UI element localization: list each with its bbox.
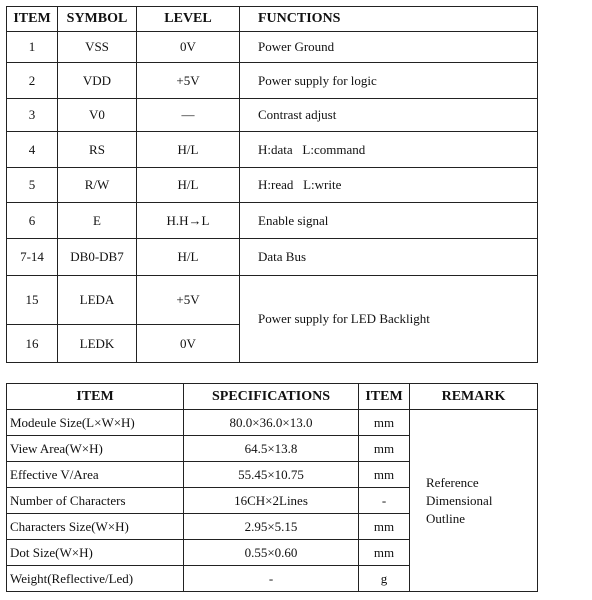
spec-item: Number of Characters bbox=[7, 488, 184, 514]
spec-header-row bbox=[7, 384, 538, 410]
pin-symbol: E bbox=[58, 203, 137, 239]
pin-function: Enable signal bbox=[240, 203, 538, 239]
pin-item: 15 bbox=[7, 276, 58, 325]
pin-symbol: RS bbox=[58, 132, 137, 168]
header-item: ITEM bbox=[7, 7, 58, 32]
header-functions: FUNCTIONS bbox=[240, 7, 538, 32]
spec-value: - bbox=[184, 566, 359, 592]
pin-item: 2 bbox=[7, 63, 58, 99]
spec-item: Effective V/Area bbox=[7, 462, 184, 488]
spec-remark bbox=[410, 410, 538, 592]
pin-level: H/L bbox=[137, 132, 240, 168]
pin-level: +5V bbox=[137, 276, 240, 325]
specifications-table bbox=[6, 383, 538, 592]
pin-level: — bbox=[137, 99, 240, 132]
spec-unit: mm bbox=[359, 410, 410, 436]
spec-value: 55.45×10.75 bbox=[184, 462, 359, 488]
spec-item: Dot Size(W×H) bbox=[7, 540, 184, 566]
remark-line: Outline bbox=[426, 510, 465, 526]
pin-item: 5 bbox=[7, 168, 58, 203]
spec-item: Modeule Size(L×W×H) bbox=[7, 410, 184, 436]
remark-line: Reference bbox=[426, 474, 479, 490]
pin-symbol: DB0-DB7 bbox=[58, 239, 137, 276]
pin-row bbox=[7, 239, 538, 276]
spec-header-remark: REMARK bbox=[410, 384, 538, 410]
pin-item: 1 bbox=[7, 32, 58, 63]
pin-level: 0V bbox=[137, 325, 240, 363]
spec-value: 0.55×0.60 bbox=[184, 540, 359, 566]
spec-value: 16CH×2Lines bbox=[184, 488, 359, 514]
spec-unit: g bbox=[359, 566, 410, 592]
pin-item: 3 bbox=[7, 99, 58, 132]
remark-line: Dimensional bbox=[426, 492, 493, 508]
pin-function: H:read L:write bbox=[240, 168, 538, 203]
pin-row bbox=[7, 32, 538, 63]
pin-row bbox=[7, 168, 538, 203]
spec-value: 80.0×36.0×13.0 bbox=[184, 410, 359, 436]
pin-function-backlight: Power supply for LED Backlight bbox=[240, 276, 538, 363]
spec-value: 2.95×5.15 bbox=[184, 514, 359, 540]
spec-header-specifications: SPECIFICATIONS bbox=[184, 384, 359, 410]
pin-level: +5V bbox=[137, 63, 240, 99]
pin-symbol: R/W bbox=[58, 168, 137, 203]
spec-unit: mm bbox=[359, 462, 410, 488]
pin-item: 6 bbox=[7, 203, 58, 239]
pin-function: Contrast adjust bbox=[240, 99, 538, 132]
spec-unit: mm bbox=[359, 514, 410, 540]
pin-function: H:data L:command bbox=[240, 132, 538, 168]
pin-function: Power supply for logic bbox=[240, 63, 538, 99]
spec-item: View Area(W×H) bbox=[7, 436, 184, 462]
pin-symbol: VDD bbox=[58, 63, 137, 99]
pin-item: 4 bbox=[7, 132, 58, 168]
pin-symbol: LEDA bbox=[58, 276, 137, 325]
spec-value: 64.5×13.8 bbox=[184, 436, 359, 462]
pin-function: Data Bus bbox=[240, 239, 538, 276]
pin-level: H/L bbox=[137, 168, 240, 203]
pin-item: 16 bbox=[7, 325, 58, 363]
spec-unit: mm bbox=[359, 436, 410, 462]
pin-symbol: VSS bbox=[58, 32, 137, 63]
spec-row bbox=[7, 410, 538, 436]
pin-header-row bbox=[7, 7, 538, 32]
pin-symbol: LEDK bbox=[58, 325, 137, 363]
spec-header-item: ITEM bbox=[7, 384, 184, 410]
pin-function: Power Ground bbox=[240, 32, 538, 63]
pin-level: 0V bbox=[137, 32, 240, 63]
pin-level: H/L bbox=[137, 239, 240, 276]
pin-level: H.H→L bbox=[137, 203, 240, 239]
pin-row bbox=[7, 63, 538, 99]
pin-assignment-table bbox=[6, 6, 538, 363]
pin-item: 7-14 bbox=[7, 239, 58, 276]
spec-unit: mm bbox=[359, 540, 410, 566]
header-level: LEVEL bbox=[137, 7, 240, 32]
pin-row bbox=[7, 276, 538, 325]
spec-unit: - bbox=[359, 488, 410, 514]
header-symbol: SYMBOL bbox=[58, 7, 137, 32]
pin-row bbox=[7, 132, 538, 168]
spec-header-unit: ITEM bbox=[359, 384, 410, 410]
spec-item: Weight(Reflective/Led) bbox=[7, 566, 184, 592]
spec-item: Characters Size(W×H) bbox=[7, 514, 184, 540]
pin-symbol: V0 bbox=[58, 99, 137, 132]
pin-row bbox=[7, 99, 538, 132]
pin-row bbox=[7, 203, 538, 239]
